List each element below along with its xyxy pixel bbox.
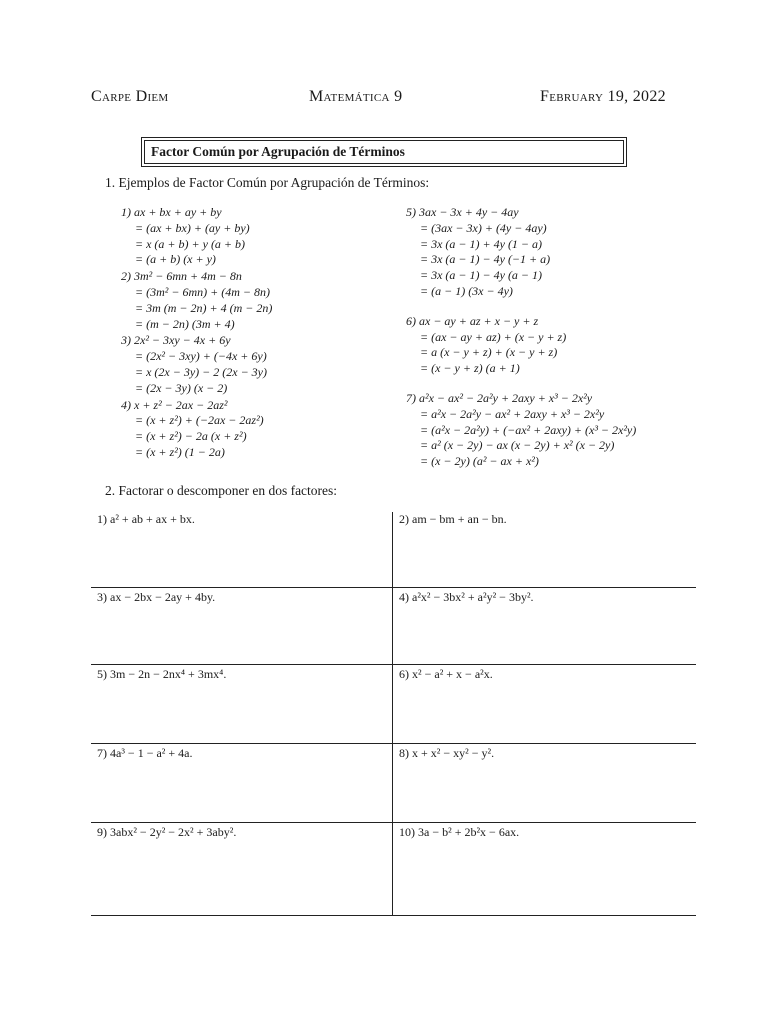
example-step: = (a²x − 2a²y) + (−ax² + 2axy) + (x³ − 2x²y) [420,422,637,437]
exercise-5: 5) 3m − 2n − 2nx⁴ + 3mx⁴. [97,667,227,681]
example-statement: 1) ax + bx + ay + by [121,205,222,219]
exercise-1: 1) a² + ab + ax + bx. [97,512,195,526]
example-step: = (2x² − 3xy) + (−4x + 6y) [135,349,267,364]
grid-divider-row-3 [91,743,696,744]
grid-divider-vertical [392,512,393,916]
exercise-4: 4) a²x² − 3bx² + a²y² − 3by². [399,590,534,604]
examples-right-column [406,205,636,471]
example-statement: 5) 3ax − 3x + 4y − 4ay [406,205,519,219]
exercise-9: 9) 3abx² − 2y² − 2x² + 3aby². [97,825,237,839]
header-date: February 19, 2022 [540,88,666,105]
exercise-2: 2) am − bm + an − bn. [399,512,507,526]
exercise-10: 10) 3a − b² + 2b²x − 6ax. [399,825,520,839]
exercise-8: 8) x + x² − xy² − y². [399,746,495,760]
worksheet-title: Factor Común por Agrupación de Términos [144,140,624,164]
example-step: = 3x (a − 1) − 4y (−1 + a) [420,252,551,267]
example-block [121,333,272,396]
example-block [406,314,636,377]
example-step: = (3ax − 3x) + (4y − 4ay) [420,220,547,235]
example-statement: 4) x + z² − 2ax − 2az² [121,397,228,412]
example-block [121,269,272,332]
example-step: = (x − 2y) (a² − ax + x²) [420,454,539,469]
example-step: = (x + z²) + (−2ax − 2az²) [135,413,264,428]
section-2-heading: 2. Factorar o descomponer en dos factores: [105,483,338,498]
example-statement: 6) ax − ay + az + x − y + z [406,313,539,328]
example-step: = (x − y + z) (a + 1) [420,361,520,376]
example-step: = (2x − 3y) (x − 2) [135,380,228,395]
exercise-6: 6) x² − a² + x − a²x. [399,667,493,681]
examples-left-column [121,205,272,462]
header-subject: Matemática 9 [309,88,403,105]
example-step: = a (x − y + z) + (x − y + z) [420,345,558,360]
grid-divider-row-1 [91,587,696,588]
exercise-3: 3) ax − 2bx − 2ay + 4by. [97,590,216,604]
example-step: = (ax + bx) + (ay + by) [135,220,250,235]
example-step: = x (2x − 3y) − 2 (2x − 3y) [135,364,268,379]
section-1-heading: 1. Ejemplos de Factor Común por Agrupación de Términos: [105,175,430,190]
example-block [121,398,272,461]
exercise-grid [91,508,696,916]
example-step: = (3m² − 6mn) + (4m − 8n) [135,284,270,299]
example-step: = a² (x − 2y) − ax (x − 2y) + x² (x − 2y) [420,438,615,453]
example-step: = (a − 1) (3x − 4y) [420,283,513,298]
header-course: Carpe Diem [91,88,169,105]
example-step: = (m − 2n) (3m + 4) [135,316,235,331]
example-statement: 7) a²x − ax² − 2a²y + 2axy + x³ − 2x²y [406,390,593,405]
example-block [406,205,636,300]
grid-divider-row-2 [91,664,696,665]
example-step: = (x + z²) (1 − 2a) [135,444,225,459]
example-step: = 3m (m − 2n) + 4 (m − 2n) [135,300,273,315]
example-statement: 3) 2x² − 3xy − 4x + 6y [121,333,231,348]
title-box [141,137,627,167]
example-step: = 3x (a − 1) − 4y (a − 1) [420,268,543,283]
exercise-7: 7) 4a³ − 1 − a² + 4a. [97,746,193,760]
example-step: = x (a + b) + y (a + b) [135,236,246,251]
example-step: = a²x − 2a²y − ax² + 2axy + x³ − 2x²y [420,406,605,421]
example-step: = 3x (a − 1) + 4y (1 − a) [420,236,543,251]
example-block [406,391,636,470]
grid-divider-bottom [91,915,696,916]
example-step: = (ax − ay + az) + (x − y + z) [420,329,567,344]
grid-divider-row-4 [91,822,696,823]
example-statement: 2) 3m² − 6mn + 4m − 8n [121,269,242,284]
example-block [121,205,272,268]
example-step: = (x + z²) − 2a (x + z²) [135,429,247,444]
example-step: = (a + b) (x + y) [135,252,216,267]
